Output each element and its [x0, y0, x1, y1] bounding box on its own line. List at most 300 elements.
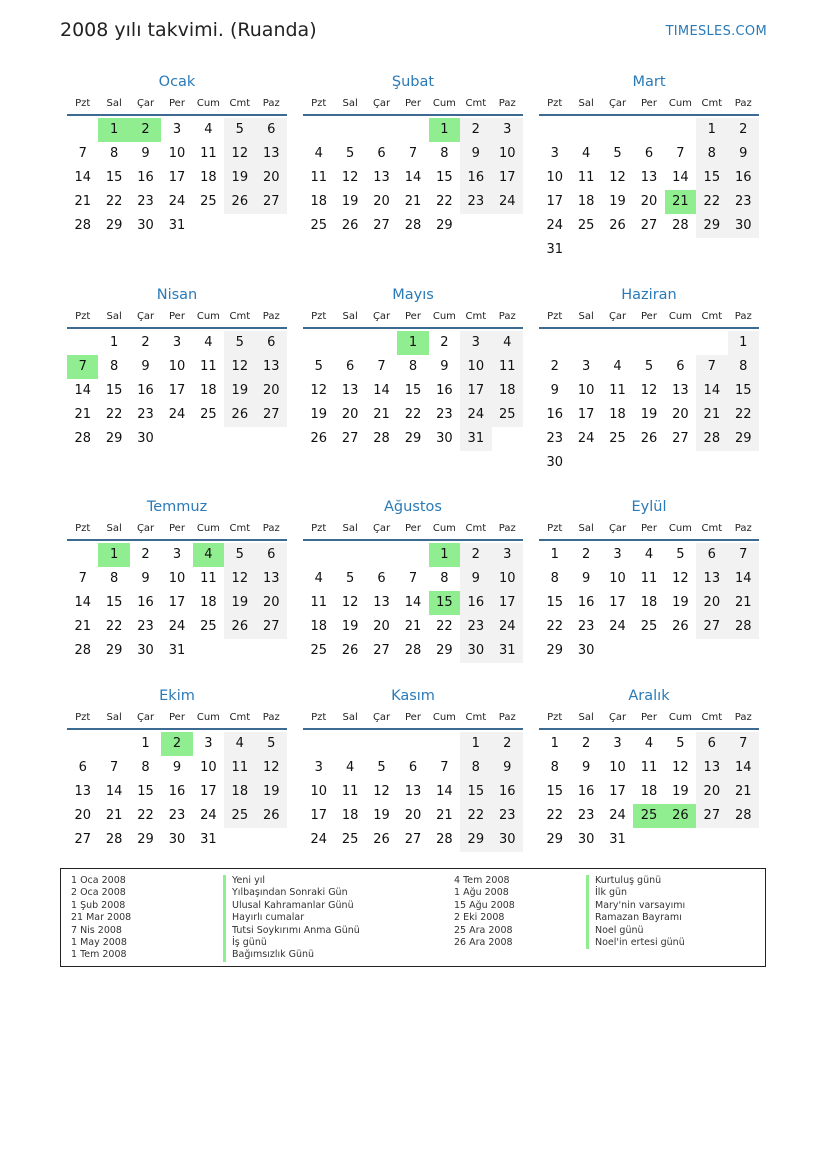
day-cell: 17 — [168, 383, 186, 398]
day-cell: 7 — [377, 359, 386, 374]
day-cell: 23 — [137, 194, 154, 209]
weekday-label: Cum — [432, 711, 456, 723]
weekday-label: Çar — [136, 97, 155, 109]
day-cell: 13 — [696, 756, 727, 780]
day-cell: 22 — [105, 407, 123, 422]
week-row — [303, 639, 523, 663]
legend-names-left — [223, 875, 360, 962]
day-cell: 3 — [492, 118, 523, 142]
day-cell: 22 — [696, 190, 727, 214]
day-cell: 15 — [696, 166, 727, 190]
weekday-label: Cum — [668, 310, 692, 322]
week-row — [303, 118, 523, 142]
day-cell: 20 — [696, 591, 727, 615]
day-cell: 19 — [224, 379, 255, 403]
day-cell: 3 — [460, 331, 491, 355]
weekday-label: Per — [169, 711, 185, 723]
day-cell: 27 — [74, 832, 91, 847]
day-cell: 30 — [168, 832, 186, 847]
day-cell: 18 — [577, 194, 595, 209]
empty-day-cell — [193, 214, 224, 238]
day-cell: 17 — [609, 595, 626, 610]
day-cell: 28 — [373, 431, 390, 446]
week-row — [303, 166, 523, 190]
holiday-day-cell: 1 — [98, 543, 129, 567]
month-11 — [303, 686, 523, 852]
weekday-label: Pzt — [547, 522, 563, 534]
day-cell: 30 — [577, 643, 595, 658]
empty-day-cell — [665, 118, 696, 142]
day-cell: 23 — [460, 190, 491, 214]
week-row — [303, 615, 523, 639]
day-cell: 5 — [345, 571, 355, 586]
day-cell: 27 — [256, 190, 287, 214]
day-cell: 25 — [200, 194, 217, 209]
day-cell: 19 — [256, 780, 287, 804]
legend-name: İlk gün — [586, 887, 685, 899]
day-cell: 27 — [696, 804, 727, 828]
day-cell: 29 — [436, 643, 453, 658]
day-cell: 7 — [78, 571, 87, 586]
weekday-label: Per — [405, 522, 421, 534]
empty-day-cell — [429, 732, 460, 756]
week-row — [539, 615, 759, 639]
weekday-label: Çar — [136, 522, 155, 534]
day-cell: 12 — [640, 383, 658, 398]
day-cell: 16 — [137, 170, 154, 185]
weekday-label: Paz — [734, 310, 752, 322]
weekday-label: Pzt — [75, 711, 91, 723]
day-cell: 9 — [460, 567, 491, 591]
weekday-label: Cmt — [229, 711, 251, 723]
weekday-label: Per — [405, 711, 421, 723]
day-cell: 7 — [408, 146, 418, 161]
day-cell: 29 — [404, 431, 422, 446]
weekday-label: Per — [169, 310, 185, 322]
month-6 — [539, 285, 759, 475]
month-name: Temmuz — [146, 499, 208, 515]
month-12 — [539, 686, 759, 852]
week-row — [67, 331, 287, 355]
day-cell: 6 — [696, 732, 727, 756]
day-cell: 9 — [550, 383, 559, 398]
weekday-label: Sal — [342, 97, 358, 109]
day-cell: 9 — [728, 142, 759, 166]
weekday-label: Çar — [136, 310, 155, 322]
empty-day-cell — [256, 214, 287, 238]
day-cell: 12 — [310, 383, 327, 398]
day-cell: 3 — [581, 359, 591, 374]
legend-date: 2 Oca 2008 — [71, 887, 126, 899]
weekday-label: Cum — [668, 522, 692, 534]
day-cell: 22 — [546, 619, 563, 634]
day-cell: 4 — [581, 146, 591, 161]
day-cell: 21 — [74, 407, 91, 422]
day-cell: 6 — [377, 146, 386, 161]
day-cell: 4 — [644, 736, 654, 751]
empty-day-cell — [633, 639, 664, 663]
day-cell: 5 — [314, 359, 323, 374]
weekday-label: Paz — [498, 310, 516, 322]
weekday-label: Çar — [608, 522, 627, 534]
day-cell: 15 — [728, 379, 759, 403]
day-cell: 13 — [256, 142, 287, 166]
empty-day-cell — [161, 427, 192, 451]
weekday-label: Paz — [498, 97, 516, 109]
day-cell: 18 — [640, 595, 658, 610]
empty-day-cell — [492, 214, 523, 238]
weekday-label: Cmt — [229, 97, 251, 109]
month-1 — [67, 72, 287, 238]
day-cell: 26 — [640, 431, 658, 446]
day-cell: 31 — [492, 639, 523, 663]
empty-day-cell — [696, 238, 727, 262]
month-name: Aralık — [628, 688, 670, 704]
day-cell: 28 — [436, 832, 453, 847]
day-cell: 18 — [200, 595, 217, 610]
day-cell: 19 — [640, 407, 658, 422]
weekday-label: Çar — [608, 310, 627, 322]
weekday-label: Cmt — [229, 310, 251, 322]
holiday-day-cell: 15 — [429, 591, 460, 615]
day-cell: 24 — [492, 190, 523, 214]
empty-day-cell — [224, 427, 255, 451]
day-cell: 12 — [341, 595, 359, 610]
weekday-label: Sal — [106, 97, 122, 109]
day-cell: 26 — [224, 403, 255, 427]
weekday-label: Cmt — [701, 310, 723, 322]
weekday-label: Sal — [578, 522, 594, 534]
day-cell: 31 — [609, 832, 626, 847]
day-cell: 29 — [696, 214, 727, 238]
empty-day-cell — [696, 331, 727, 355]
day-cell: 19 — [310, 407, 327, 422]
weekday-label: Çar — [372, 97, 391, 109]
day-cell: 1 — [696, 118, 727, 142]
day-cell: 11 — [200, 146, 217, 161]
day-cell: 3 — [314, 760, 323, 775]
day-cell: 25 — [609, 431, 626, 446]
day-cell: 21 — [404, 619, 422, 634]
day-cell: 20 — [373, 619, 390, 634]
holiday-day-cell: 26 — [665, 804, 696, 828]
day-cell: 8 — [460, 756, 491, 780]
week-row — [539, 543, 759, 567]
day-cell: 2 — [581, 736, 591, 751]
week-row — [303, 403, 523, 427]
day-cell: 10 — [168, 571, 186, 586]
day-cell: 12 — [224, 142, 255, 166]
day-cell: 27 — [256, 615, 287, 639]
week-row — [303, 190, 523, 214]
weekday-label: Cmt — [701, 97, 723, 109]
empty-day-cell — [633, 118, 664, 142]
day-cell: 15 — [105, 383, 123, 398]
day-cell: 24 — [310, 832, 327, 847]
week-row — [303, 756, 523, 780]
day-cell: 16 — [492, 780, 523, 804]
day-cell: 4 — [644, 547, 654, 562]
legend-name: Noel günü — [586, 925, 685, 937]
empty-day-cell — [570, 331, 601, 355]
legend-date: 1 Tem 2008 — [71, 949, 127, 961]
day-cell: 24 — [546, 218, 563, 233]
weekday-label: Sal — [342, 522, 358, 534]
month-name: Ocak — [158, 74, 196, 90]
legend-names-right — [586, 875, 685, 949]
empty-day-cell — [602, 331, 633, 355]
day-cell: 11 — [341, 784, 359, 799]
day-cell: 26 — [224, 615, 255, 639]
month-3 — [539, 72, 759, 262]
day-cell: 12 — [224, 567, 255, 591]
day-cell: 6 — [256, 331, 287, 355]
empty-day-cell — [224, 828, 255, 852]
day-cell: 20 — [256, 379, 287, 403]
day-cell: 15 — [137, 784, 154, 799]
empty-day-cell — [570, 451, 601, 475]
month-name: Haziran — [621, 287, 677, 303]
week-row — [539, 451, 759, 475]
day-cell: 22 — [460, 804, 491, 828]
weekday-label: Cmt — [229, 522, 251, 534]
day-cell: 25 — [492, 403, 523, 427]
week-row — [303, 591, 523, 615]
weekday-label: Pzt — [311, 97, 327, 109]
day-cell: 17 — [577, 407, 595, 422]
day-cell: 10 — [310, 784, 327, 799]
day-cell: 20 — [640, 194, 658, 209]
week-row — [303, 804, 523, 828]
weekday-label: Çar — [136, 711, 155, 723]
day-cell: 9 — [581, 760, 591, 775]
weekday-header — [67, 517, 287, 541]
day-cell: 17 — [460, 379, 491, 403]
day-cell: 25 — [310, 218, 327, 233]
legend-name: Hayırlı cumalar — [223, 912, 360, 924]
day-cell: 15 — [436, 170, 453, 185]
weekday-label: Per — [169, 522, 185, 534]
day-cell: 2 — [460, 543, 491, 567]
week-row — [539, 238, 759, 262]
legend-name: Ramazan Bayramı — [586, 912, 685, 924]
week-row — [67, 190, 287, 214]
empty-day-cell — [728, 451, 759, 475]
legend-name: Yeni yıl — [223, 875, 360, 887]
day-cell: 29 — [137, 832, 154, 847]
legend-name: İş günü — [223, 937, 360, 949]
weekday-label: Sal — [342, 711, 358, 723]
day-cell: 2 — [440, 335, 449, 350]
weekday-label: Pzt — [547, 97, 563, 109]
day-cell: 10 — [546, 170, 563, 185]
day-cell: 20 — [404, 808, 422, 823]
day-cell: 27 — [373, 643, 390, 658]
month-name: Ağustos — [384, 499, 442, 515]
weekday-label: Paz — [734, 522, 752, 534]
week-row — [303, 214, 523, 238]
day-cell: 5 — [224, 331, 255, 355]
weekday-label: Cum — [196, 310, 220, 322]
empty-day-cell — [665, 639, 696, 663]
weekday-label: Pzt — [75, 310, 91, 322]
day-cell: 24 — [168, 194, 186, 209]
legend-date: 1 Ağu 2008 — [454, 887, 509, 899]
day-cell: 21 — [436, 808, 453, 823]
legend-date: 7 Nis 2008 — [71, 924, 122, 936]
month-8 — [303, 497, 523, 663]
day-cell: 22 — [728, 403, 759, 427]
month-name: Nisan — [156, 287, 198, 303]
day-cell: 23 — [577, 808, 595, 823]
site-link[interactable]: TIMESLES.COM — [665, 24, 767, 39]
day-cell: 5 — [676, 736, 685, 751]
empty-day-cell — [303, 543, 334, 567]
empty-day-cell — [256, 639, 287, 663]
day-cell: 19 — [224, 591, 255, 615]
day-cell: 30 — [137, 431, 154, 446]
day-cell: 19 — [224, 166, 255, 190]
weekday-label: Cum — [196, 711, 220, 723]
day-cell: 26 — [256, 804, 287, 828]
day-cell: 7 — [728, 732, 759, 756]
day-cell: 16 — [546, 407, 563, 422]
week-row — [303, 331, 523, 355]
empty-day-cell — [224, 639, 255, 663]
week-row — [539, 190, 759, 214]
day-cell: 24 — [168, 407, 186, 422]
day-cell: 13 — [404, 784, 422, 799]
legend-date: 21 Mar 2008 — [71, 912, 132, 924]
weekday-label: Cmt — [701, 711, 723, 723]
day-cell: 25 — [341, 832, 359, 847]
month-7 — [67, 497, 287, 663]
day-cell: 11 — [200, 571, 217, 586]
day-cell: 31 — [546, 242, 563, 257]
day-cell: 22 — [137, 808, 154, 823]
day-cell: 23 — [546, 431, 563, 446]
day-cell: 4 — [314, 571, 323, 586]
day-cell: 30 — [577, 832, 595, 847]
day-cell: 7 — [408, 571, 418, 586]
holiday-day-cell: 4 — [193, 543, 224, 567]
weekday-header — [67, 92, 287, 116]
legend-name: Tutsi Soykırımı Anma Günü — [223, 925, 360, 937]
day-cell: 23 — [137, 407, 154, 422]
week-row — [539, 828, 759, 852]
weekday-label: Sal — [578, 310, 594, 322]
day-cell: 21 — [74, 619, 91, 634]
weekday-header — [303, 305, 523, 329]
weekday-label: Çar — [372, 522, 391, 534]
weekday-label: Cum — [196, 97, 220, 109]
weekday-label: Per — [405, 310, 421, 322]
day-cell: 4 — [204, 335, 213, 350]
weekday-header — [303, 517, 523, 541]
day-cell: 13 — [373, 170, 390, 185]
day-cell: 17 — [492, 166, 523, 190]
month-name: Mayıs — [392, 287, 434, 303]
empty-day-cell — [67, 543, 98, 567]
day-cell: 6 — [377, 571, 386, 586]
day-cell: 31 — [168, 643, 186, 658]
day-cell: 13 — [256, 355, 287, 379]
empty-day-cell — [696, 451, 727, 475]
weekday-label: Pzt — [311, 310, 327, 322]
day-cell: 3 — [613, 547, 622, 562]
legend-name: Ulusal Kahramanlar Günü — [223, 900, 360, 912]
empty-day-cell — [67, 732, 98, 756]
day-cell: 26 — [224, 190, 255, 214]
day-cell: 22 — [436, 619, 453, 634]
legend-date: 4 Tem 2008 — [454, 875, 510, 886]
day-cell: 31 — [460, 427, 491, 451]
week-row — [303, 828, 523, 852]
day-cell: 26 — [341, 218, 359, 233]
day-cell: 29 — [105, 431, 123, 446]
empty-day-cell — [334, 118, 365, 142]
day-cell: 3 — [172, 547, 182, 562]
day-cell: 15 — [460, 780, 491, 804]
day-cell: 10 — [609, 760, 626, 775]
day-cell: 28 — [404, 218, 422, 233]
day-cell: 13 — [341, 383, 359, 398]
day-cell: 9 — [581, 571, 591, 586]
day-cell: 8 — [141, 760, 150, 775]
week-row — [539, 732, 759, 756]
day-cell: 14 — [105, 784, 123, 799]
empty-day-cell — [539, 331, 570, 355]
empty-day-cell — [633, 828, 664, 852]
legend-name: Kurtuluş günü — [586, 875, 685, 887]
weekday-label: Per — [641, 310, 657, 322]
week-row — [539, 427, 759, 451]
day-cell: 21 — [728, 591, 759, 615]
weekday-label: Sal — [106, 711, 122, 723]
day-cell: 21 — [74, 194, 91, 209]
week-row — [539, 591, 759, 615]
day-cell: 10 — [168, 359, 186, 374]
day-cell: 28 — [404, 643, 422, 658]
holiday-day-cell: 1 — [429, 118, 460, 142]
day-cell: 8 — [550, 760, 559, 775]
day-cell: 3 — [550, 146, 559, 161]
holiday-legend — [60, 868, 766, 967]
weekday-label: Sal — [106, 522, 122, 534]
day-cell: 26 — [672, 619, 689, 634]
day-cell: 10 — [200, 760, 217, 775]
day-cell: 5 — [676, 547, 685, 562]
day-cell: 20 — [256, 166, 287, 190]
week-row — [67, 567, 287, 591]
day-cell: 21 — [728, 780, 759, 804]
day-cell: 23 — [492, 804, 523, 828]
day-cell: 3 — [492, 543, 523, 567]
day-cell: 3 — [204, 736, 213, 751]
day-cell: 26 — [609, 218, 626, 233]
empty-day-cell — [397, 732, 428, 756]
week-row — [539, 403, 759, 427]
empty-day-cell — [665, 238, 696, 262]
day-cell: 7 — [78, 146, 87, 161]
week-row — [303, 732, 523, 756]
week-row — [303, 142, 523, 166]
weekday-label: Cmt — [465, 310, 487, 322]
day-cell: 7 — [696, 355, 727, 379]
day-cell: 25 — [640, 619, 658, 634]
day-cell: 2 — [581, 547, 591, 562]
day-cell: 11 — [640, 571, 658, 586]
